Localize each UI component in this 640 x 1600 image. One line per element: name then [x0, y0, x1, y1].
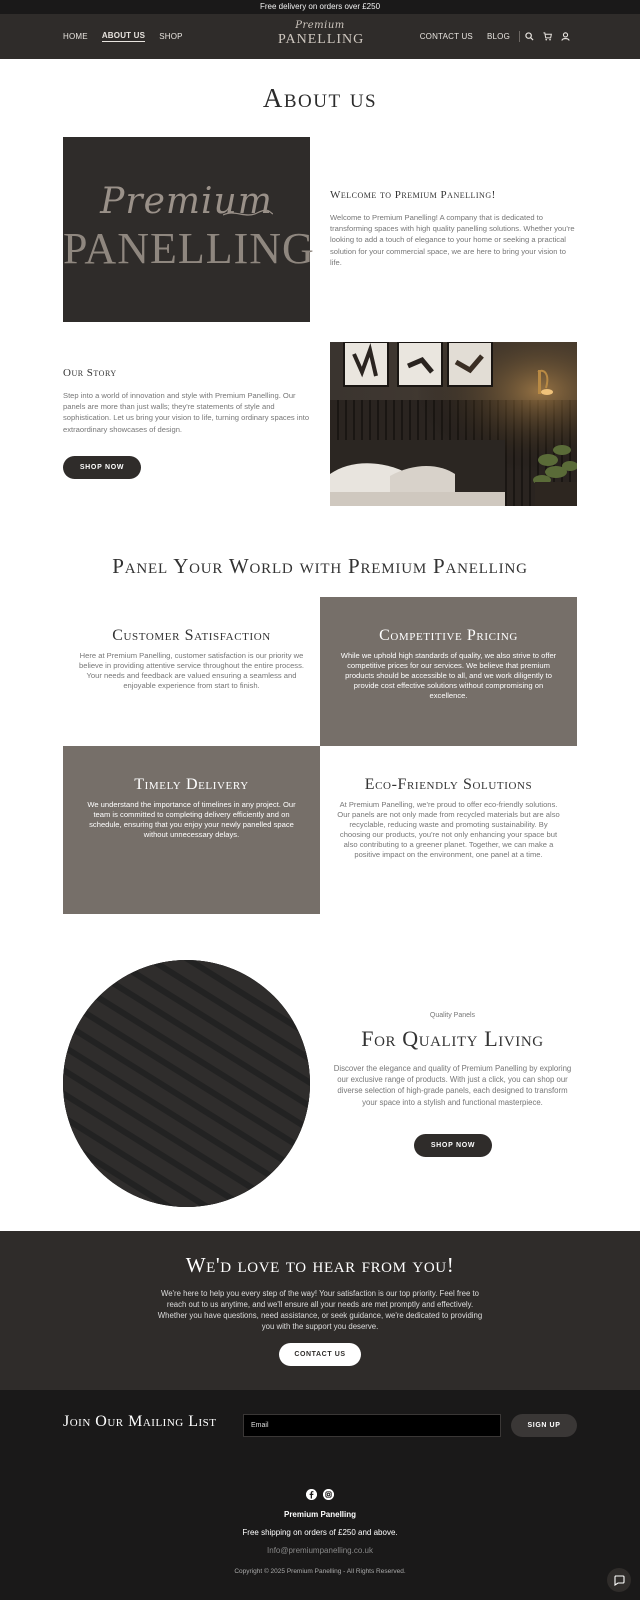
account-icon[interactable] [561, 32, 570, 41]
header-logo[interactable] [278, 20, 365, 54]
footer-copyright: Copyright © 2025 Premium Panelling - All Rights Reserved. [234, 1568, 406, 1575]
footer-brand: Premium Panelling [283, 1510, 357, 1519]
nav-icons [525, 14, 570, 59]
announcement-text: Free delivery on orders over £250 [259, 2, 381, 11]
mailing-list-heading: Join Our Mailing List [63, 1413, 217, 1430]
story-shop-now-button[interactable]: SHOP NOW [63, 456, 141, 479]
site-header [0, 14, 640, 59]
nav-blog[interactable]: BLOG [486, 32, 510, 41]
story-heading: Our Story [63, 367, 117, 379]
chat-icon [613, 1574, 625, 1586]
sign-up-button[interactable]: SIGN UP [511, 1414, 577, 1437]
facebook-icon[interactable] [306, 1489, 317, 1500]
quality-eyebrow: Quality Panels [429, 1012, 476, 1019]
feature-timely-delivery [63, 746, 320, 914]
brand-logo-panel [63, 137, 315, 322]
bedroom-panelling-image [330, 342, 577, 506]
nav-about-us[interactable]: ABOUT US [101, 31, 146, 40]
site-footer [0, 1390, 640, 1600]
search-icon[interactable] [525, 32, 534, 41]
feature-eco-friendly [320, 746, 577, 914]
feature-heading: Timely Delivery [134, 776, 249, 793]
quality-shop-now-button[interactable]: SHOP NOW [414, 1134, 492, 1157]
page-title: About us [262, 83, 378, 113]
feature-customer-satisfaction [63, 597, 320, 746]
bedroom-illustration [330, 342, 577, 506]
feature-heading: Customer Satisfaction [112, 627, 271, 644]
panel-closeup-image [63, 960, 310, 1207]
feature-text: While we uphold high standards of quality, we also strive to offer competitive prices for our services. We believe that premium products should be accessible to all, and we work diligently to provide cost effective solutions without compromising on excellence. [340, 651, 557, 700]
contact-us-button[interactable]: CONTACT US [279, 1343, 361, 1366]
feature-text: At Premium Panelling, we're proud to offer eco-friendly solutions. Our panels are not only made from recycled materials but are also recyclable, reducing waste and promoting sustainability. By choosing our products, you're not only enhancing your space but also contributing to a greener planet. Together, we can make a positive impact on the environment, one panel at a time. [337, 800, 560, 859]
welcome-heading: Welcome to Premium Panelling! [330, 189, 496, 201]
story-text: Step into a world of innovation and style with Premium Panelling. Our panels are more than just walls; they're statements of style and sophistication. Let us bring your vision to life, turning ordinary spaces into extraordinary showcases of design. [63, 391, 310, 434]
nav-divider [519, 31, 520, 42]
footer-shipping: Free shipping on orders of £250 and above. [242, 1528, 398, 1537]
nav-shop[interactable]: SHOP [159, 32, 183, 41]
welcome-text: Welcome to Premium Panelling! A company that is dedicated to transforming spaces with high quality panelling solutions. Whether you're looking to add a touch of elegance to your home or seeking a practical solution for your commercial space, we are here to bring your vision to life. [330, 213, 575, 267]
quality-heading: For Quality Living [361, 1026, 544, 1051]
footer-email-link[interactable]: Info@premiumpanelling.co.uk [267, 1546, 373, 1555]
headboard-bed [330, 440, 505, 506]
contact-text: We're here to help you every step of the way! Your satisfaction is our top priority. Feel free to reach out to us anytime, and we'll ensure all your needs are met promptly and effectively. Whether you have questions, need assistance, or seek guidance, we're dedicated to providing you with the support you deserve. [157, 1289, 483, 1331]
header-logo-script: Premium [295, 20, 345, 31]
contact-section [0, 1231, 640, 1390]
instagram-icon[interactable] [323, 1489, 334, 1500]
feature-text: We understand the importance of timelines in any project. Our team is committed to completing delivery efficiently and on schedule, ensuring that you enjoy your newly panelled space without unnecessary delays. [87, 800, 296, 839]
chat-button[interactable] [607, 1568, 631, 1592]
announcement-bar [0, 0, 640, 14]
social-links [0, 1489, 640, 1500]
wall-frames [344, 342, 492, 386]
nav-home[interactable]: HOME [63, 32, 88, 41]
feature-competitive-pricing [320, 597, 577, 746]
features-title: Panel Your World with Premium Panelling [112, 554, 528, 578]
nav-left [63, 14, 183, 59]
feature-heading: Eco-Friendly Solutions [364, 776, 533, 793]
quality-text: Discover the elegance and quality of Premium Panelling by exploring our exclusive range of products. With just a click, you can shop our diverse selection of high-grade panels, each designed to transform your space into a stylish and functional masterpiece. [333, 1064, 572, 1107]
brand-logo-script: Premium [100, 181, 273, 222]
feature-text: Here at Premium Panelling, customer satisfaction is our priority we believe in providing attentive service throughout the entire process. Your needs and feedback are valued ensuring a seamless and enjoyable experience from start to finish. [79, 651, 304, 690]
logo-swash [223, 209, 273, 219]
contact-heading: We'd love to hear from you! [185, 1253, 455, 1277]
feature-heading: Competitive Pricing [379, 627, 518, 644]
email-input[interactable]: Email [243, 1414, 501, 1437]
brand-logo-block: PANELLING [63, 224, 315, 273]
panel-slats-illustration [63, 960, 310, 1207]
nav-contact-us[interactable]: CONTACT US [419, 32, 473, 41]
cart-icon[interactable] [543, 32, 552, 41]
header-logo-block: PANELLING [278, 32, 365, 47]
nav-right [420, 14, 510, 59]
